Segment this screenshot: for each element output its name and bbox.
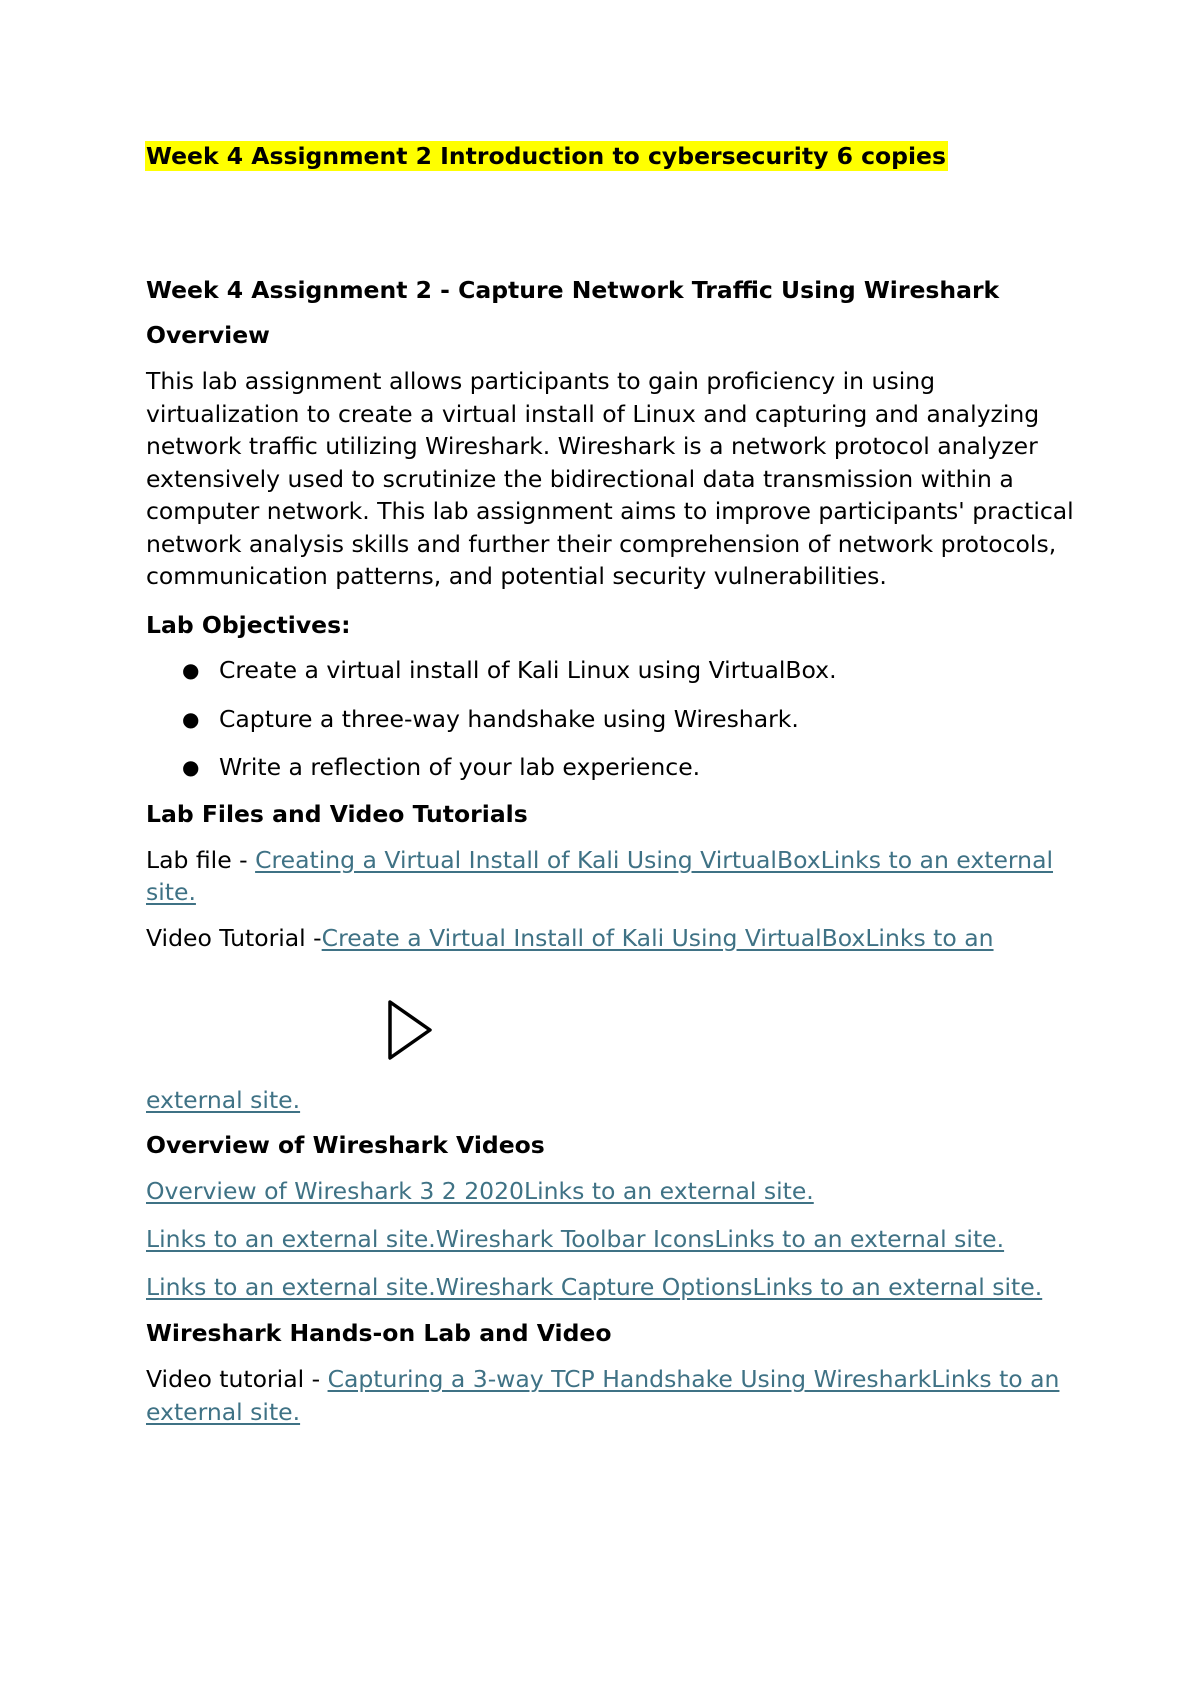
wireshark-link-line (146, 1271, 1086, 1304)
objectives-list (146, 654, 1086, 783)
objective-text: Write a reflection of your lab experience. (219, 752, 701, 781)
handson-video-label: Video tutorial - (146, 1365, 328, 1393)
overview-paragraph: This lab assignment allows participants to gain proficiency in using virtualization to create a virtual install of Linux and capturing and analyzing network traffic utilizing Wireshark. Wireshark is a network protocol analyzer extensively used to scrutinize the bidirectional data transmission within a computer network. This lab assignment aims to improve participants' practical network analysis skills and further their comprehension of network protocols, communication patterns, and potential security vulnerabilities. (146, 367, 1074, 590)
wireshark-overview-link[interactable]: Overview of Wireshark 3 2 2020Links to an external site. (146, 1176, 814, 1205)
video-tutorial-label: Video Tutorial - (146, 923, 322, 952)
video-tutorial-link[interactable]: Create a Virtual Install of Kali Using VirtualBoxLinks to an (321, 923, 994, 952)
wireshark-link-line (146, 1175, 1086, 1208)
overview-heading: Overview (146, 321, 270, 349)
wireshark-capture-options-link[interactable]: Links to an external site.Wireshark Capture OptionsLinks to an external site. (146, 1272, 1043, 1301)
lab-file-link[interactable]: Creating a Virtual Install of Kali Using VirtualBoxLinks to an external site. (146, 845, 1054, 906)
video-tutorial-link-continued[interactable]: external site. (146, 1086, 301, 1114)
list-item (146, 654, 1086, 686)
wireshark-toolbar-link[interactable]: Links to an external site.Wireshark Toolbar IconsLinks to an external site. (146, 1225, 1005, 1253)
bullet-icon: ● (182, 706, 200, 731)
document-content (146, 140, 1086, 1428)
list-item (146, 703, 1086, 735)
handson-video-link[interactable]: Capturing a 3-way TCP Handshake Using WiresharkLinks to an external site. (146, 1365, 1060, 1426)
assignment-title: Week 4 Assignment 2 - Capture Network Traffic Using Wireshark (146, 276, 1000, 304)
wireshark-videos-heading: Overview of Wireshark Videos (146, 1130, 545, 1159)
lab-files-heading: Lab Files and Video Tutorials (146, 799, 528, 828)
objective-text: Create a virtual install of Kali Linux using VirtualBox. (219, 655, 837, 684)
lab-objectives-heading: Lab Objectives: (146, 610, 351, 639)
objective-text: Capture a three-way handshake using Wireshark. (219, 704, 799, 733)
lab-file-line (146, 844, 1086, 909)
embedded-video[interactable] (146, 954, 1086, 1084)
highlighted-title: Week 4 Assignment 2 Introduction to cybersecurity 6 copies (146, 142, 946, 170)
wireshark-link-line (146, 1223, 1086, 1256)
bullet-icon: ● (182, 754, 200, 779)
bullet-icon: ● (182, 657, 200, 682)
handson-heading: Wireshark Hands-on Lab and Video (146, 1319, 612, 1347)
video-tutorial-link-continued-line (146, 1084, 1086, 1117)
play-icon[interactable] (386, 999, 434, 1061)
list-item (146, 751, 1086, 783)
handson-video-line (146, 1363, 1086, 1428)
video-tutorial-line (146, 922, 1086, 955)
lab-file-label: Lab file - (146, 845, 256, 874)
